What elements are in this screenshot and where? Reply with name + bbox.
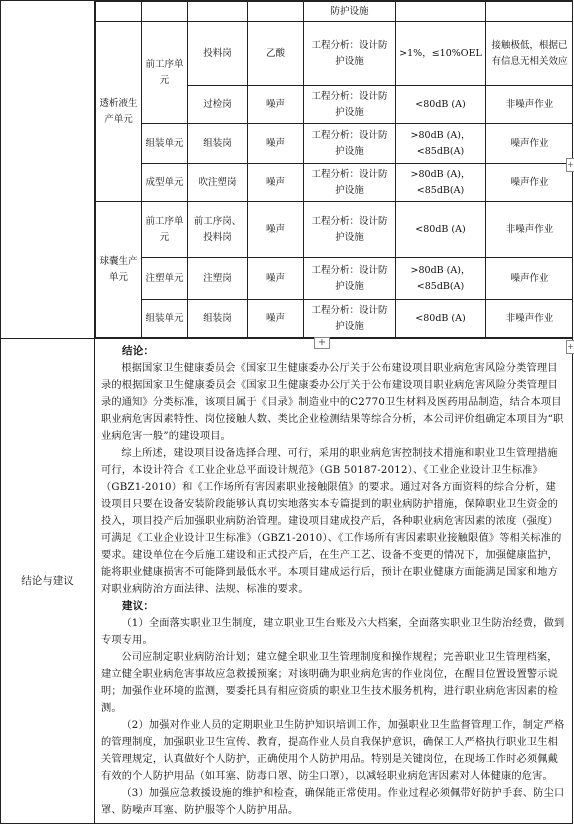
post-cell: 吹注塑岗 [188,164,248,202]
result-cell: 非噪声作业 [486,86,573,124]
sub-unit-cell: 前工序单元 [142,22,188,124]
factor-cell: 噪声 [248,86,304,124]
conclusion-paragraph: 根据国家卫生健康委员会《国家卫生健康委办公厅关于公布建设项目职业病危害风险分类管理目录的根据国家卫生健康委员会《国家卫生健康委办公厅关于公布建设项目职业病危害风险分类管理目录的通知》分类标准，该项目属于《目录》制造业中的C2770卫生材料及医药用品制造，结合本项目职业病危害因素特性、岗位接触人数、类比企业检测结果等综合分析，本公司评价组确定本项目为“职业病危害一般”的建设项目。 [101,363,564,442]
level-cell: <80dB (A) [396,202,486,258]
post-cell: 组装岗 [188,300,248,338]
table-row [96,2,573,22]
post-cell: 前工序岗、投料岗 [188,202,248,258]
conclusion-heading: 结论： [122,345,155,357]
level-cell: >80dB (A)，<85dB(A) [396,258,486,300]
sub-unit-cell: 注塑单元 [142,258,188,300]
measure-cell: 工程分析：设计防护设施 [304,258,396,300]
post-cell: 注塑岗 [188,258,248,300]
measure-cell: 工程分析：设计防护设施 [304,86,396,124]
table-row [96,202,573,258]
table-row [96,258,573,300]
level-cell: >1%，≤10%OEL [396,22,486,86]
left-blank-cell [1,1,95,339]
add-column-handle-icon[interactable]: + [566,340,574,354]
add-row-handle-icon[interactable]: + [314,337,330,349]
sub-unit-cell: 成型单元 [142,164,188,202]
advice-heading: 建议： [122,600,155,612]
result-cell: 非噪声作业 [486,202,573,258]
table-row [96,300,573,338]
unit-cell: 透析液生产单元 [96,22,142,202]
sub-unit-cell: 组装单元 [142,124,188,164]
table-row [96,164,573,202]
conclusion-cell [95,339,573,824]
advice-item: （2）加强对作业人员的定期职业卫生防护知识培训工作，加强职业卫生监督管理工作，制定严格的管理制度，加强职业卫生宣传、教育，提高作业人员自我保护意识，确保工人严格执行职业卫生相关管理规定，认真做好个人防护，正确使用个人防护用品。特别是关键岗位，在现场工作时必须佩戴有效的个人防护用品（如耳塞、防毒口罩、防尘口罩），以减轻职业病危害因素对人体健康的危害。 [101,720,565,782]
level-cell: >80dB (A)，<85dB(A) [396,124,486,164]
post-cell: 投料岗 [188,22,248,86]
advice-item: （1）全面落实职业卫生制度，建立职业卫生台账及六大档案，全面落实职业卫生防治经费，做到专项专用。 [101,618,565,646]
measure-cell: 工程分析：设计防护设施 [304,300,396,338]
sub-unit-cell: 组装单元 [142,300,188,338]
unit-cell: 球囊生产单元 [96,202,142,338]
measure-cell: 防护设施 [304,2,396,22]
factor-cell: 噪声 [248,164,304,202]
level-cell: <80dB (A) [396,86,486,124]
factor-cell: 噪声 [248,300,304,338]
section-label: 结论与建议 [1,339,95,824]
add-column-handle-icon[interactable]: + [566,158,574,172]
factor-cell: 噪声 [248,124,304,164]
conclusion-paragraph: 综上所述，建设项目设备选择合理、可行，采用的职业病危害控制技术措施和职业卫生管理措施可行，本设计符合《工业企业总平面设计规范》（GB 50187-2012）、《工业企业设计卫生标准》（GBZ1-2010）和《工作场所有害因素职业接触限值》的要求。通过对各方面资料的综合分析，建设项目只要在设备安装阶段能够认真切实地落实本专篇提到的职业病防护措施，保障职业卫生资金的投入，项目投产后加强职业病防治管理。建设项目建成投产后，各种职业病危害因素的浓度（强度）可满足《工业企业设计卫生标准》（GBZ1-2010）、《工作场所有害因素职业接触限值》等相关标准的要求。建设单位在今后施工建设和正式投产后，在生产工艺、设备不变更的情况下，加强健康监护，能将职业健康损害不可能降到最低水平。本项目建成运行后，预计在职业健康方面能满足国家和地方对职业病防治方面法律、法规、标准的要求。 [101,448,562,595]
factor-cell: 乙酸 [248,22,304,86]
measure-cell: 工程分析：设计防护设施 [304,22,396,86]
result-cell: 噪声作业 [486,124,573,164]
result-cell: 噪声作业 [486,258,573,300]
sub-unit-cell: 前工序单元 [142,202,188,258]
post-cell: 过检岗 [188,86,248,124]
factor-cell: 噪声 [248,202,304,258]
table-row [96,22,573,86]
measure-cell: 工程分析：设计防护设施 [304,202,396,258]
hazard-subtable-cell [95,1,573,339]
advice-item: 公司应制定职业病防治计划；建立健全职业卫生管理制度和操作规程；完善职业卫生管理档案，建立健全职业病危害事故应急救援预案；对该明确为职业病危害的作业岗位，在醒目位置设置警示说明；加强作业环境的监测，要委托具有相应资质的职业卫生技术服务机构，进行职业病危害因素的检测。 [101,652,559,714]
hazard-subtable [95,1,573,338]
result-cell: 接触极低，根据已有信息无相关效应 [486,22,573,86]
level-cell: <80dB (A) [396,300,486,338]
factor-cell: 噪声 [248,258,304,300]
result-cell: 噪声作业 [486,164,573,202]
advice-item: （3）加强应急救援设施的维护和检查，确保能正常使用。作业过程必须佩带好防护手套、防尘口罩、防噪声耳塞、防护服等个人防护用品。 [101,788,565,816]
level-cell: >80dB (A)，<85dB(A) [396,164,486,202]
measure-cell: 工程分析：设计防护设施 [304,164,396,202]
result-cell: 非噪声作业 [486,300,573,338]
table-row [96,124,573,164]
post-cell: 组装岗 [188,124,248,164]
measure-cell: 工程分析：设计防护设施 [304,124,396,164]
